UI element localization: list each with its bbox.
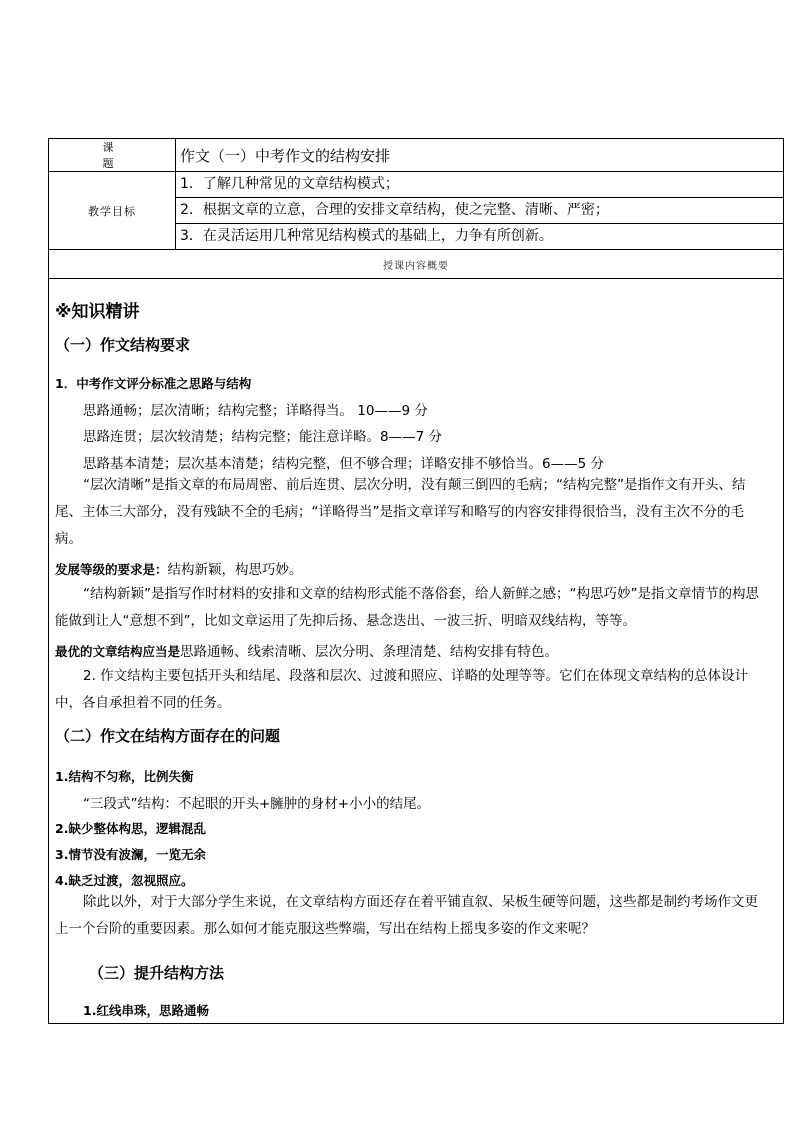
development-label: 发展等级的要求是： bbox=[55, 562, 168, 577]
lesson-title: 作文（一）中考作文的结构安排 bbox=[176, 139, 784, 172]
development-requirement bbox=[55, 558, 303, 578]
best-structure bbox=[55, 640, 558, 660]
conclusion-paragraph: 除此以外，对于大部分学生来说，在文章结构方面还存在着平铺直叙、呆板生硬等问题，这些都是制约考场作文更上一个台阶的重要因素。那么如何才能克服这些弊端，写出在结构上摇曳多姿的作文来呢？ bbox=[55, 894, 758, 937]
goals-cell bbox=[176, 172, 784, 250]
lesson-header-table bbox=[48, 138, 784, 279]
section-1-sub-1: 1．中考作文评分标准之思路与结构 bbox=[55, 376, 252, 391]
explain-paragraph: “层次清晰”是指文章的布局周密、前后连贯、层次分明，没有颠三倒四的毛病；“结构完整”是指作文有开头、结尾、主体三大部分，没有残缺不全的毛病；“详略得当”是指文章详写和略写的内容安排得很恰当，没有主次不分的毛病。 bbox=[55, 477, 746, 547]
section-3-title: （三）提升结构方法 bbox=[89, 964, 225, 982]
content-area bbox=[48, 279, 784, 1024]
goal-item: 1．了解几种常见的文章结构模式； bbox=[176, 172, 783, 198]
grade-line: 思路通畅；层次清晰；结构完整；详略得当。 10——9 分 bbox=[83, 403, 428, 419]
summary-label: 授课内容概要 bbox=[49, 250, 784, 279]
problem-4: 4.缺乏过渡，忽视照应。 bbox=[55, 873, 194, 888]
problem-1-detail: “三段式”结构：不起眼的开头+臃肿的身材+小小的结尾。 bbox=[83, 796, 431, 812]
novel-paragraph: “结构新颖”是指写作时材料的安排和文章的结构形式能不落俗套，给人新鲜之感；“构思巧妙”是指文章情节的构思能做到让人“意想不到”，比如文章运用了先抑后扬、悬念迭出、一波三折、明暗双线结构，等等。 bbox=[55, 586, 759, 629]
point-2-paragraph: 2. 作文结构主要包括开头和结尾、段落和层次、过渡和照应、详略的处理等等。它们在体现文章结构的总体设计中，各自承担着不同的任务。 bbox=[55, 668, 749, 711]
goals-label: 教学目标 bbox=[49, 172, 176, 250]
topic-label: 课题 bbox=[49, 139, 176, 172]
method-1: 1.红线串珠，思路通畅 bbox=[83, 1003, 209, 1018]
goal-item: 2．根据文章的立意，合理的安排文章结构，使之完整、清晰、严密； bbox=[176, 198, 783, 224]
problem-2: 2.缺少整体构思，逻辑混乱 bbox=[55, 821, 206, 836]
problem-1: 1.结构不匀称，比例失衡 bbox=[55, 769, 194, 784]
goal-item: 3．在灵活运用几种常见结构模式的基础上，力争有所创新。 bbox=[180, 228, 553, 244]
grade-line: 思路基本清楚；层次基本清楚；结构完整，但不够合理；详略安排不够恰当。6——5 分 bbox=[83, 456, 604, 472]
problem-3: 3.情节没有波澜，一览无余 bbox=[55, 847, 206, 862]
main-title: ※知识精讲 bbox=[55, 302, 140, 322]
section-2-title: （二）作文在结构方面存在的问题 bbox=[55, 727, 281, 745]
grade-line: 思路连贯；层次较清楚；结构完整；能注意详略。8——7 分 bbox=[83, 429, 442, 445]
best-label: 最优的文章结构应当是 bbox=[55, 644, 181, 659]
section-1-title: （一）作文结构要求 bbox=[55, 336, 191, 354]
best-text: 思路通畅、线索清晰、层次分明、条理清楚、结构安排有特色。 bbox=[180, 644, 559, 660]
development-text: 结构新颖，构思巧妙。 bbox=[167, 562, 303, 578]
lesson-plan-page bbox=[48, 138, 784, 1024]
